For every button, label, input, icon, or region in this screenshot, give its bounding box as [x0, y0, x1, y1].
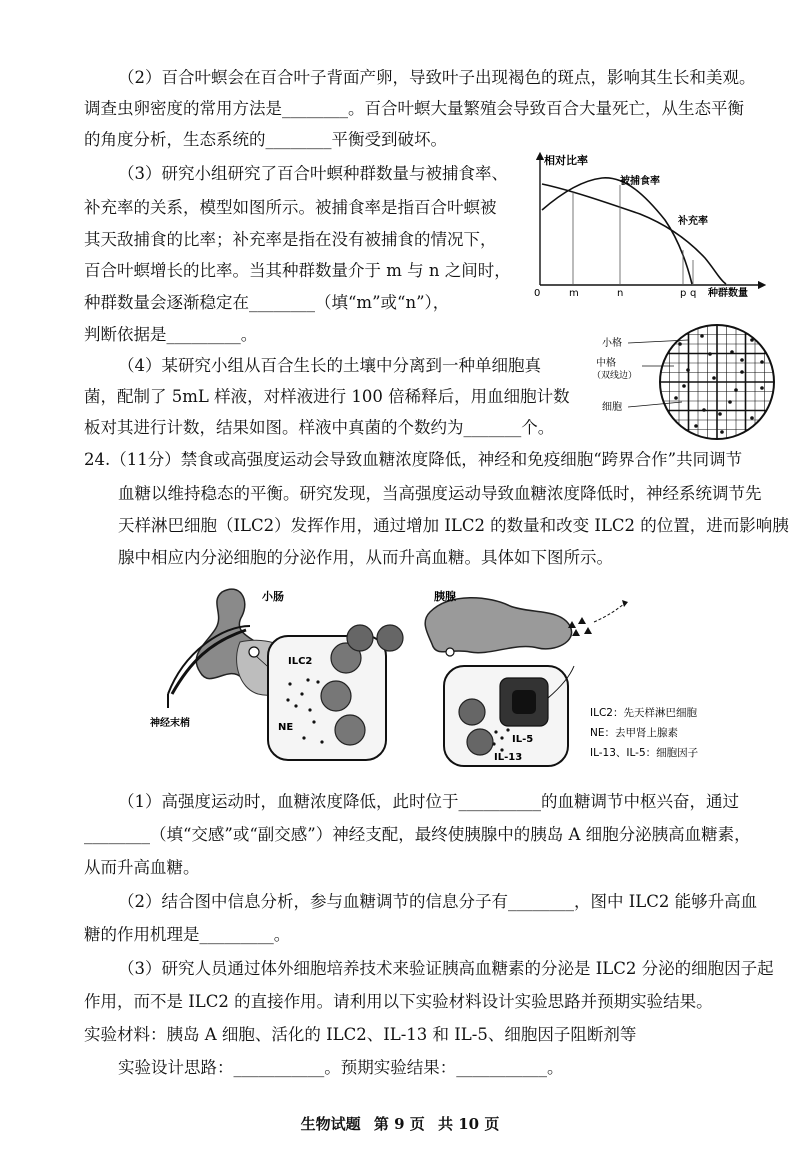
- q24-line1: 24.（11分）禁食或高强度运动会导致血糖浓度降低，神经和免疫细胞“跨界合作”共同调节: [84, 450, 743, 469]
- fungal-cell: [682, 384, 686, 388]
- ilc2-mechanism-figure: [150, 582, 730, 768]
- focus-circle-left: [249, 647, 259, 657]
- label-mid-square-note: （双线边）: [592, 371, 638, 381]
- fungal-cell: [700, 334, 704, 338]
- q24-p2-line2: 糖的作用机理是_________。: [84, 925, 291, 944]
- fungal-cell: [686, 368, 690, 372]
- fungal-cell: [712, 376, 716, 380]
- q24-line2: 血糖以维持稳态的平衡。研究发现，当高强度运动导致血糖浓度降低时，神经系统调节先: [118, 484, 762, 503]
- q23-p3-line5: 种群数量会逐渐稳定在________（填“m”或“n”），: [84, 293, 450, 312]
- q23-p3-line6: 判断依据是_________。: [84, 325, 258, 344]
- ilc2-cell-3: [335, 715, 365, 745]
- series-predation-rate: [542, 178, 692, 284]
- q24-materials: 实验材料：胰岛 A 细胞、活化的 ILC2、IL-13 和 IL-5、细胞因子阻断剂等: [84, 1025, 637, 1044]
- q23-p3-line4: 百合叶螟增长的比率。当其种群数量介于 m 与 n 之间时，: [84, 261, 511, 280]
- q24-p3-line1: （3）研究人员通过体外细胞培养技术来验证胰高血糖素的分泌是 ILC2 分泌的细胞因子起: [118, 959, 774, 978]
- focus-circle-right: [446, 648, 454, 656]
- fungal-cell: [674, 396, 678, 400]
- x-tick-n: n: [617, 288, 624, 298]
- fungal-cell: [720, 430, 724, 434]
- q23-p4-line1: （4）某研究小组从百合生长的土壤中分离到一种单细胞真: [118, 356, 541, 375]
- label-il5: IL-5: [512, 734, 534, 745]
- x-axis-label: 种群数量: [708, 288, 748, 298]
- q23-p3-line3: 其天敌捕食的比率；补充率是指在没有被捕食的情况下，: [84, 230, 497, 249]
- label-il13: IL-13: [494, 752, 523, 763]
- ilc2-cell-pancreas-1: [459, 699, 485, 725]
- label-small-intestine: 小肠: [262, 590, 284, 603]
- fungal-cell: [728, 400, 732, 404]
- q23-p3-line1: （3）研究小组研究了百合叶螟种群数量与被捕食率、: [118, 164, 508, 183]
- footer-subject: 生物试题: [300, 1115, 361, 1133]
- fungal-cell: [760, 386, 764, 390]
- q24-line3: 天样淋巴细胞（ILC2）发挥作用，通过增加 ILC2 的数量和改变 ILC2 的位置，进而影响胰: [118, 516, 789, 535]
- fungal-cell: [702, 408, 706, 412]
- q23-p4-line2: 菌，配制了 5mL 样液，对样液进行 100 倍稀释后，用血细胞计数: [84, 387, 570, 406]
- q24-p1-line3: 从而升高血糖。: [84, 858, 200, 877]
- page-footer: [0, 1113, 800, 1134]
- legend-cytokines: IL-13、IL-5：细胞因子: [590, 747, 699, 759]
- x-tick-m: m: [569, 288, 579, 298]
- islet-a-cell-nucleus: [512, 690, 536, 714]
- footer-total: 共 10 页: [438, 1115, 500, 1133]
- legend-ne: NE：去甲肾上腺素: [590, 727, 678, 739]
- q23-p2-line3: 的角度分析，生态系统的________平衡受到破坏。: [84, 130, 447, 149]
- footer-page: 第 9 页: [373, 1115, 425, 1133]
- fungal-cell: [750, 416, 754, 420]
- legend-supplement-rate: 补充率: [678, 216, 708, 227]
- q24-p3-line2: 作用，而不是 ILC2 的直接作用。请利用以下实验材料设计实验思路并预期实验结果。: [84, 992, 713, 1011]
- label-nerve-ending: 神经末梢: [150, 718, 190, 729]
- ilc2-cell-pancreas-2: [467, 729, 493, 755]
- legend-ilc2: ILC2：先天样淋巴细胞: [590, 707, 697, 719]
- legend-predation-rate: 被捕食率: [620, 176, 660, 187]
- y-axis-label: 相对比率: [544, 154, 588, 167]
- fungal-cell: [740, 370, 744, 374]
- x-tick-q: q: [690, 288, 697, 298]
- secretion-arrowhead: [622, 600, 628, 607]
- x-tick-0: 0: [534, 288, 541, 298]
- q23-p2-line2: 调查虫卵密度的常用方法是________。百合叶螟大量繁殖会导致百合大量死亡，从生态平衡: [84, 99, 744, 118]
- fungal-cell: [760, 360, 764, 364]
- rate-chart: [530, 150, 770, 298]
- fungal-cell: [730, 350, 734, 354]
- q24-design: 实验设计思路：___________。预期实验结果：___________。: [118, 1058, 564, 1077]
- fungal-cell: [734, 388, 738, 392]
- label-mid-square: 中格: [596, 358, 616, 369]
- q23-p3-line2: 补充率的关系，模型如图所示。被捕食率是指百合叶螟被: [84, 198, 497, 217]
- q24-line4: 腺中相应内分泌细胞的分泌作用，从而升高血糖。具体如下图所示。: [118, 548, 613, 567]
- fungal-cell: [708, 352, 712, 356]
- q23-p4-line3: 板对其进行计数，结果如图。样液中真菌的个数约为_______个。: [84, 418, 555, 437]
- fungal-cell: [678, 342, 682, 346]
- secretion-arrow: [594, 604, 624, 622]
- x-tick-p: p: [680, 288, 687, 298]
- label-cell: 细胞: [602, 402, 622, 413]
- hemocytometer-figure: [592, 322, 782, 444]
- pointer-cell: [628, 402, 682, 407]
- fungal-cell: [740, 358, 744, 362]
- pancreas-shape: [425, 598, 571, 653]
- q23-p2-line1: （2）百合叶螟会在百合叶子背面产卵，导致叶子出现褐色的斑点，影响其生长和美观。: [118, 68, 756, 87]
- q24-p2-line1: （2）结合图中信息分析，参与血糖调节的信息分子有________，图中 ILC2 能够升高血: [118, 892, 758, 911]
- label-pancreas: 胰腺: [434, 590, 456, 603]
- series-supplement-rate: [542, 184, 726, 284]
- fungal-cell: [718, 412, 722, 416]
- ilc2-cell-2: [321, 681, 351, 711]
- q24-p1-line2: ________（填“交感”或“副交感”）神经支配，最终使胰腺中的胰岛 A 细胞分泌胰高血糖素，: [84, 825, 751, 844]
- q24-p1-line1: （1）高强度运动时，血糖浓度降低，此时位于__________的血糖调节中枢兴奋，通过: [118, 792, 739, 811]
- label-small-square: 小格: [602, 338, 622, 349]
- fungal-cell: [694, 424, 698, 428]
- label-ne: NE: [278, 722, 294, 733]
- migrating-ilc2-1: [347, 625, 373, 651]
- migrating-ilc2-2: [377, 625, 403, 651]
- label-ilc2: ILC2: [288, 656, 313, 667]
